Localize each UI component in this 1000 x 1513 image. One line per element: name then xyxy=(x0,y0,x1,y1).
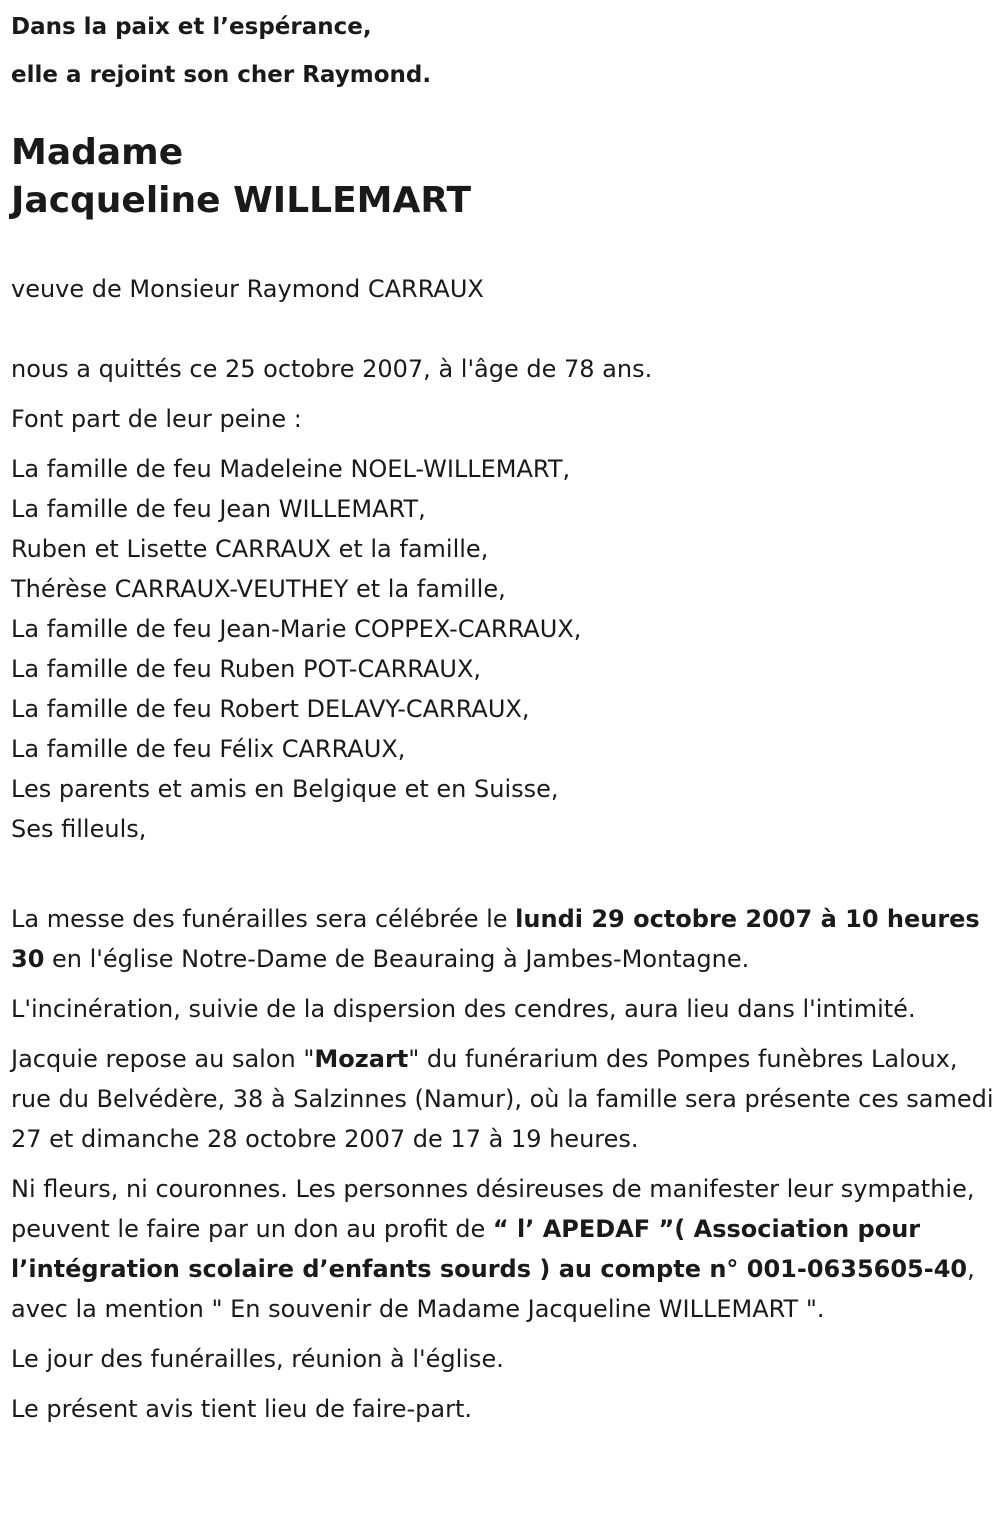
family-list xyxy=(11,439,1000,849)
intro-verse xyxy=(11,0,1000,99)
list-item: La famille de feu Félix CARRAUX, xyxy=(11,735,406,763)
mass-text-after: en l'église Notre-Dame de Beauraing à Jambes-Montagne. xyxy=(44,945,750,973)
intro-line-2: elle a rejoint son cher Raymond. xyxy=(11,62,432,88)
flowers-text-after: , avec la mention " En souvenir de Madame Jacqueline WILLEMART ". xyxy=(11,1255,975,1323)
list-item: La famille de feu Jean-Marie COPPEX-CARRAUX, xyxy=(11,615,582,643)
salon-name: Mozart xyxy=(314,1045,409,1073)
flowers-text-before: Ni fleurs, ni couronnes. Les personnes désireuses de manifester leur sympathie, peuvent le faire par un don au profit de xyxy=(11,1175,975,1243)
deceased-title: Madame xyxy=(11,132,184,173)
list-item: La famille de feu Robert DELAVY-CARRAUX, xyxy=(11,695,530,723)
repose-text-before: Jacquie repose au salon " xyxy=(11,1045,315,1073)
deceased-full-name: Jacqueline WILLEMART xyxy=(11,180,472,221)
list-item: La famille de feu Jean WILLEMART, xyxy=(11,495,426,523)
list-item: La famille de feu Madeleine NOEL-WILLEMART, xyxy=(11,455,571,483)
mass-date-time: lundi 29 octobre 2007 à 10 heures 30 xyxy=(11,905,980,973)
list-item: Thérèse CARRAUX-VEUTHEY et la famille, xyxy=(11,575,506,603)
list-item: Ruben et Lisette CARRAUX et la famille, xyxy=(11,535,489,563)
death-notice: nous a quittés ce 25 octobre 2007, à l'âge de 78 ans. xyxy=(11,355,653,383)
repose-text-after: " du funérarium des Pompes funèbres Laloux, rue du Belvédère, 38 à Salzinnes (Namur), où la famille sera présente ces samedi 27 et dimanche 28 octobre 2007 de 17 à 19 heures. xyxy=(11,1045,994,1153)
list-item: Les parents et amis en Belgique et en Suisse, xyxy=(11,775,559,803)
notice-paragraph: Le présent avis tient lieu de faire-part. xyxy=(11,1395,473,1423)
grief-intro: Font part de leur peine : xyxy=(11,405,302,433)
list-item: Ses filleuls, xyxy=(11,815,147,843)
reunion-paragraph: Le jour des funérailles, réunion à l'église. xyxy=(11,1345,504,1373)
widow-of: veuve de Monsieur Raymond CARRAUX xyxy=(11,275,484,303)
deceased-name xyxy=(11,99,1000,225)
flowers-paragraph xyxy=(11,1159,996,1329)
cremation-paragraph: L'incinération, suivie de la dispersion des cendres, aura lieu dans l'intimité. xyxy=(11,995,916,1023)
mass-text-before: La messe des funérailles sera célébrée le xyxy=(11,905,516,933)
repose-paragraph xyxy=(11,1029,996,1159)
donation-details: “ l’ APEDAF ”( Association pour l’intégration scolaire d’enfants sourds ) au compte n° 001-0635605-40 xyxy=(11,1215,968,1283)
intro-line-1: Dans la paix et l’espérance, xyxy=(11,14,372,40)
list-item: La famille de feu Ruben POT-CARRAUX, xyxy=(11,655,482,683)
mass-paragraph xyxy=(11,849,996,979)
